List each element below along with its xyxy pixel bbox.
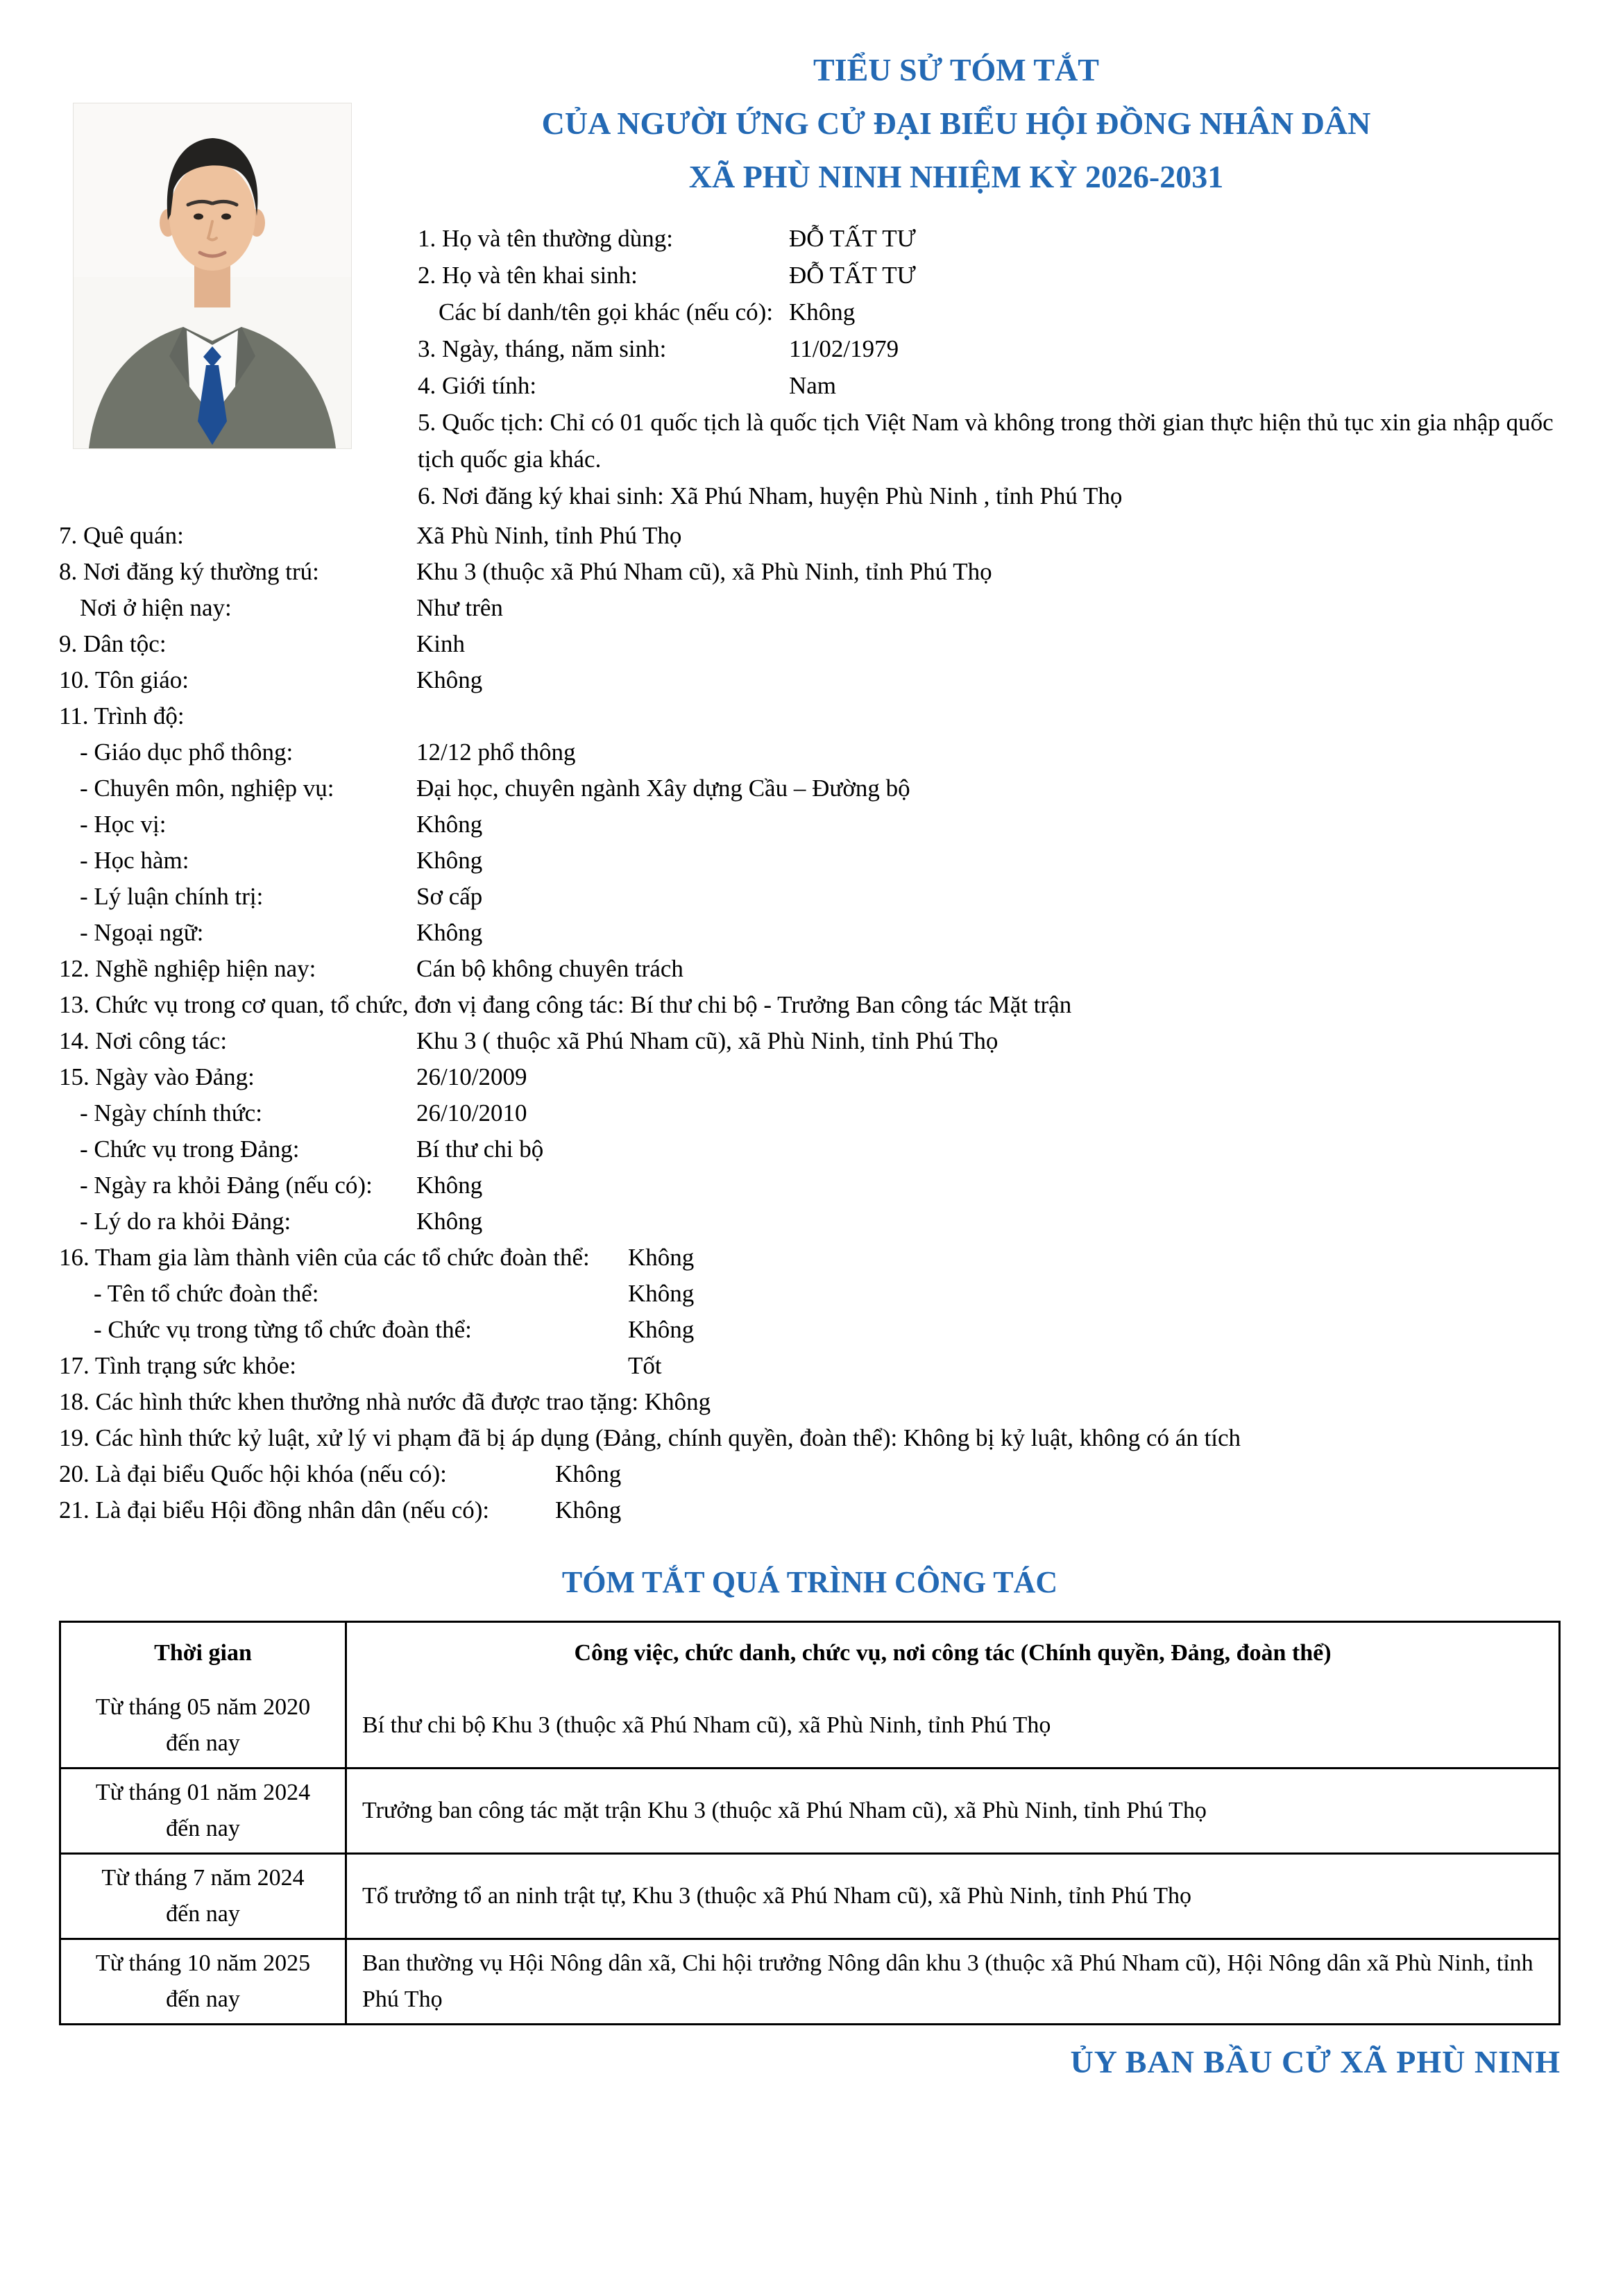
field-row [59,1059,1561,1095]
work-history-table [59,1621,1561,2025]
field-value: Không [555,1460,622,1487]
title-line-2: CỦA NGƯỜI ỨNG CỬ ĐẠI BIỂU HỘI ĐỒNG NHÂN DÂN [541,105,1371,141]
field-value: Không [416,666,483,693]
table-row [61,1852,1558,1938]
header-right-column [352,36,1561,514]
field-value: Chỉ có 01 quốc tịch là quốc tịch Việt Nam và không trong thời gian thực hiện thủ tục xin gia nhập quốc tịch quốc gia khác. [418,409,1554,473]
election-committee-signature: ỦY BAN BẦU CỬ XÃ PHÙ NINH [1070,2044,1561,2079]
table-row [61,1767,1558,1852]
field-value: Không [644,1388,711,1415]
field-row [59,1420,1561,1456]
field-value: Nam [789,372,837,399]
field-value: 12/12 phổ thông [416,738,576,766]
work-cell [347,1769,1558,1852]
field-row [59,1131,1561,1167]
field-value: Không [789,298,856,326]
field-value: Cán bộ không chuyên trách [416,955,683,982]
field-value: Không [416,811,483,838]
field-label: 17. Tình trạng sức khỏe: [59,1352,297,1379]
work-description: Trưởng ban công tác mặt trận Khu 3 (thuộc xã Phú Nham cũ), xã Phù Ninh, tỉnh Phú Thọ [362,1798,1207,1823]
field-label: 1. Họ và tên thường dùng: [418,225,673,252]
field-row [59,626,1561,662]
field-row [418,294,1561,330]
work-cell [347,1940,1558,2023]
field-row [59,843,1561,879]
field-row [59,987,1561,1023]
field-value: 11/02/1979 [789,335,899,362]
field-label: - Ngày chính thức: [80,1099,262,1126]
time-from: Từ tháng 7 năm 2024 [101,1865,305,1891]
field-label: 7. Quê quán: [59,522,184,549]
title-line-1: TIỂU SỬ TÓM TẮT [813,52,1099,87]
field-row [418,478,1561,514]
field-row [59,698,1561,734]
field-value: Kinh [416,630,465,657]
work-cell [347,1684,1558,1767]
field-label: 9. Dân tộc: [59,630,167,657]
time-to: đến nay [166,1730,240,1756]
field-label: - Học vị: [80,811,167,838]
field-value: Không [628,1280,695,1307]
field-value: Không bị kỷ luật, không có án tích [903,1424,1241,1451]
field-label: - Học hàm: [80,847,189,874]
field-row [59,554,1561,590]
field-row [59,1384,1561,1420]
field-row [418,404,1561,478]
field-row [59,1312,1561,1348]
field-row [418,220,1561,257]
field-label: 20. Là đại biểu Quốc hội khóa (nếu có): [59,1460,447,1487]
field-value: Khu 3 (thuộc xã Phú Nham cũ), xã Phù Ninh, tỉnh Phú Thọ [416,558,992,585]
time-from: Từ tháng 01 năm 2024 [95,1780,311,1805]
field-row [59,1167,1561,1204]
field-label: 2. Họ và tên khai sinh: [418,262,638,289]
field-label: 3. Ngày, tháng, năm sinh: [418,335,667,362]
work-description: Bí thư chi bộ Khu 3 (thuộc xã Phú Nham cũ), xã Phù Ninh, tỉnh Phú Thọ [362,1712,1051,1738]
time-to: đến nay [166,1986,240,2012]
field-label: 5. Quốc tịch: [418,409,544,436]
field-row [59,1456,1561,1492]
field-label: 11. Trình độ: [59,702,185,729]
field-label: 4. Giới tính: [418,372,537,399]
field-value: Không [416,847,483,874]
table-body [61,1684,1558,2023]
field-label: - Chức vụ trong từng tổ chức đoàn thể: [94,1316,472,1343]
field-label: 6. Nơi đăng ký khai sinh: [418,482,664,509]
field-label: - Chuyên môn, nghiệp vụ: [80,775,334,802]
field-label: 14. Nơi công tác: [59,1027,228,1054]
field-label: 16. Tham gia làm thành viên của các tổ chức đoàn thể: [59,1244,590,1271]
candidate-portrait-illustration [73,103,352,449]
table-row [61,1684,1558,1767]
field-row [59,1204,1561,1240]
field-label: - Giáo dục phổ thông: [80,738,294,766]
time-cell [61,1684,347,1767]
field-value: Xã Phù Ninh, tỉnh Phú Thọ [416,522,682,549]
field-label: 18. Các hình thức khen thưởng nhà nước đã được trao tặng: [59,1388,639,1415]
field-row [59,807,1561,843]
time-to: đến nay [166,1816,240,1841]
field-row [418,330,1561,367]
work-history-title: TÓM TẮT QUÁ TRÌNH CÔNG TÁC [561,1565,1058,1599]
field-value: 26/10/2009 [416,1063,527,1090]
time-to: đến nay [166,1901,240,1927]
field-value: 26/10/2010 [416,1099,527,1126]
field-row [59,518,1561,554]
field-row [59,1240,1561,1276]
field-row [59,662,1561,698]
field-label: 21. Là đại biểu Hội đồng nhân dân (nếu có): [59,1496,490,1523]
field-label: Nơi ở hiện nay: [80,594,232,621]
field-value: Không [416,919,483,946]
time-cell [61,1855,347,1938]
field-label: - Lý luận chính trị: [80,883,264,910]
field-label: 13. Chức vụ trong cơ quan, tổ chức, đơn vị đang công tác: [59,991,624,1018]
field-row [59,1276,1561,1312]
field-value: ĐỖ TẤT TƯ [789,262,916,289]
field-value: Như trên [416,594,503,621]
work-description: Ban thường vụ Hội Nông dân xã, Chi hội trưởng Nông dân khu 3 (thuộc xã Phú Nham cũ), Hội Nông dân xã Phù Ninh, tỉnh Phú Thọ [362,1950,1533,2012]
column-header-time: Thời gian [61,1623,347,1684]
field-row [59,1095,1561,1131]
field-row [59,1348,1561,1384]
field-value: Đại học, chuyên ngành Xây dựng Cầu – Đường bộ [416,775,910,802]
field-label: 19. Các hình thức kỷ luật, xử lý vi phạm đã bị áp dụng (Đảng, chính quyền, đoàn thể): [59,1424,898,1451]
field-value: Không [555,1496,622,1523]
field-row [59,590,1561,626]
field-value: Không [628,1316,695,1343]
field-row [418,257,1561,294]
field-label: 15. Ngày vào Đảng: [59,1063,255,1090]
field-value: Khu 3 ( thuộc xã Phú Nham cũ), xã Phù Ninh, tỉnh Phú Thọ [416,1027,999,1054]
field-value: Tốt [628,1352,662,1379]
field-value: Bí thư chi bộ - Trưởng Ban công tác Mặt trận [630,991,1072,1018]
field-row [59,770,1561,807]
field-label: Các bí danh/tên gọi khác (nếu có): [439,298,774,326]
field-value: Sơ cấp [416,883,483,910]
field-row [59,879,1561,915]
field-value: Bí thư chi bộ [416,1136,544,1163]
field-label: - Ngoại ngữ: [80,919,204,946]
field-row [59,734,1561,770]
field-value: ĐỖ TẤT TƯ [789,225,916,252]
field-label: 10. Tôn giáo: [59,666,189,693]
table-row [61,1938,1558,2023]
field-row [59,1023,1561,1059]
field-label: - Lý do ra khỏi Đảng: [80,1208,291,1235]
personal-fields-7-21 [59,518,1561,1528]
field-value: Không [416,1172,483,1199]
field-value: Không [628,1244,695,1271]
field-label: 8. Nơi đăng ký thường trú: [59,558,319,585]
field-value: Không [416,1208,483,1235]
time-cell [61,1940,347,2023]
page-title [352,43,1561,203]
work-description: Tổ trưởng tổ an ninh trật tự, Khu 3 (thuộc xã Phú Nham cũ), xã Phù Ninh, tỉnh Phú Thọ [362,1883,1191,1909]
candidate-photo [73,103,352,514]
column-header-work: Công việc, chức danh, chức vụ, nơi công tác (Chính quyền, Đảng, đoàn thể) [574,1640,1332,1666]
table-header-row [61,1623,1558,1684]
field-label: 12. Nghề nghiệp hiện nay: [59,955,316,982]
field-value: Xã Phú Nham, huyện Phù Ninh , tỉnh Phú Thọ [670,482,1123,509]
field-row [59,1492,1561,1528]
field-label: - Ngày ra khỏi Đảng (nếu có): [80,1172,373,1199]
field-label: - Chức vụ trong Đảng: [80,1136,300,1163]
header-section [59,36,1561,514]
field-row [418,367,1561,404]
title-line-3: XÃ PHÙ NINH NHIỆM KỲ 2026-2031 [688,159,1224,194]
personal-fields-1-6 [352,220,1561,514]
field-label: - Tên tổ chức đoàn thể: [94,1280,319,1307]
time-from: Từ tháng 05 năm 2020 [95,1694,311,1720]
field-row [59,915,1561,951]
time-cell [61,1769,347,1852]
time-from: Từ tháng 10 năm 2025 [95,1950,311,1976]
field-row [59,951,1561,987]
work-cell [347,1855,1558,1938]
